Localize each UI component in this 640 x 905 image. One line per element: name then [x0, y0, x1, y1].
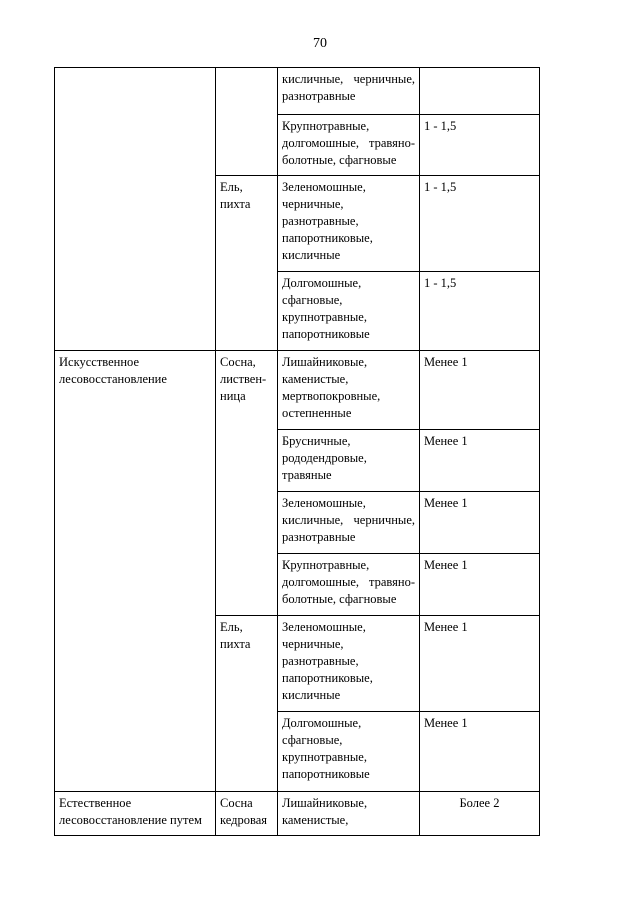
forest-type-cell: Долгомошные, сфагновые, крупнотравные, папоротниковые: [278, 272, 420, 351]
forest-type-cell: Лишайниковые, каменистые,: [278, 792, 420, 836]
value-cell: Менее 1: [420, 712, 540, 792]
forest-type-cell: кисличные, черничные, разнотравные: [278, 68, 420, 115]
method-cell: [55, 68, 216, 351]
table-row: [55, 68, 540, 115]
species-cell: [216, 68, 278, 176]
value-cell: 1 - 1,5: [420, 115, 540, 176]
forest-type-cell: Зеленомошные, кисличные, черничные, разнотравные: [278, 492, 420, 554]
species-cell: Сосна, листвен-ница: [216, 351, 278, 616]
value-cell: 1 - 1,5: [420, 176, 540, 272]
forest-type-cell: Крупнотравные, долгомошные, травяно-болотные, сфагновые: [278, 554, 420, 616]
table-row: [55, 351, 540, 430]
reforestation-table: [54, 67, 540, 836]
forest-type-cell: Долгомошные, сфагновые, крупнотравные, папоротниковые: [278, 712, 420, 792]
forest-type-cell: Крупнотравные, долгомошные, травяно-болотные, сфагновые: [278, 115, 420, 176]
table-row: [55, 792, 540, 836]
species-cell: Сосна кедровая: [216, 792, 278, 836]
value-cell: Менее 1: [420, 430, 540, 492]
forest-type-cell: Лишайниковые, каменистые, мертвопокровные, остепненные: [278, 351, 420, 430]
species-cell: Ель, пихта: [216, 616, 278, 792]
species-cell: Ель, пихта: [216, 176, 278, 351]
value-cell: [420, 68, 540, 115]
method-cell: Искусственное лесовосстановление: [55, 351, 216, 792]
forest-type-cell: Брусничные, рододендровые, травяные: [278, 430, 420, 492]
value-cell: 1 - 1,5: [420, 272, 540, 351]
value-cell: Менее 1: [420, 351, 540, 430]
page-number: 70: [313, 36, 327, 51]
method-cell: Естественное лесовосстановление путем: [55, 792, 216, 836]
value-cell: Менее 1: [420, 616, 540, 712]
forest-type-cell: Зеленомошные, черничные, разнотравные, папоротниковые, кисличные: [278, 176, 420, 272]
value-cell: Более 2: [420, 792, 540, 836]
value-cell: Менее 1: [420, 492, 540, 554]
value-cell: Менее 1: [420, 554, 540, 616]
forest-type-cell: Зеленомошные, черничные, разнотравные, папоротниковые, кисличные: [278, 616, 420, 712]
